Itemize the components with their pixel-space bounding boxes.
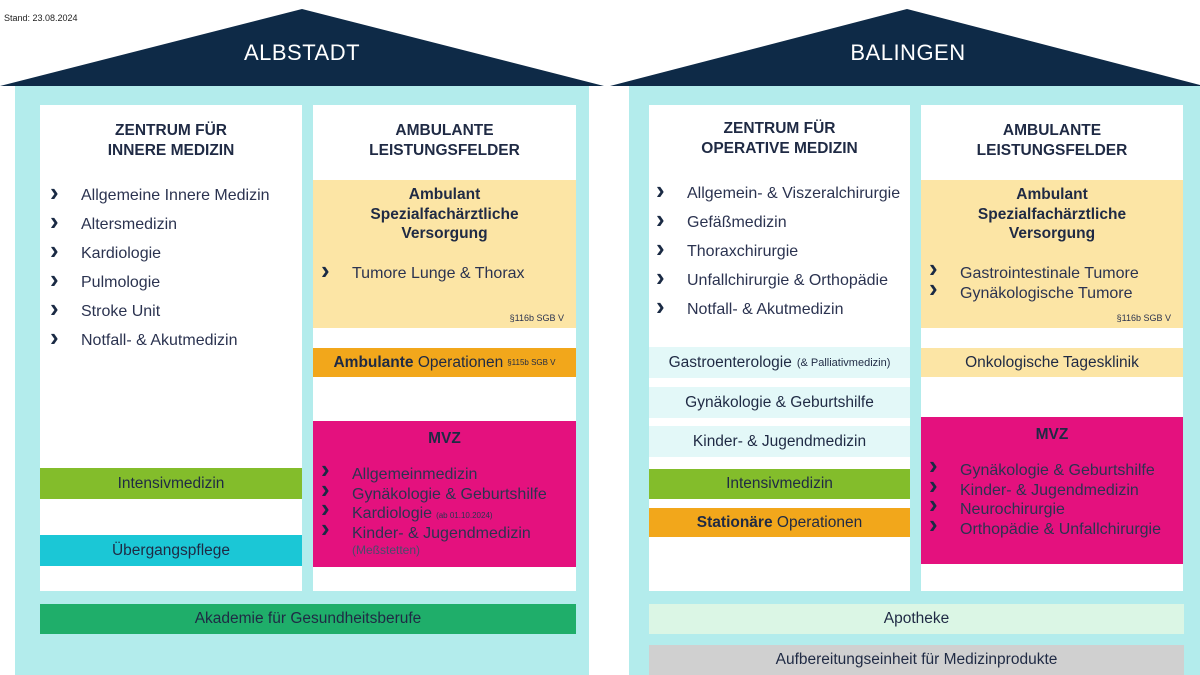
- balingen-asv-title-line3: Versorgung: [1008, 225, 1096, 242]
- albstadt-op-bold: Ambulante: [333, 353, 414, 371]
- albstadt-ambulante-title-line2: LEISTUNGSFELDER: [369, 142, 520, 159]
- balingen-onkologische-tagesklinik-band: Onkologische Tagesklinik: [921, 348, 1183, 377]
- albstadt-asv-title: [313, 185, 576, 244]
- balingen-aufbereitung-band: Aufbereitungseinheit für Medizinprodukte: [649, 645, 1184, 675]
- list-item: › Notfall- & Akutmedizin: [650, 300, 900, 329]
- albstadt-asv-note: §116b SGB V: [509, 313, 564, 323]
- balingen-stationaere-operationen-band: [649, 508, 910, 537]
- balingen-stat-rest: Operationen: [776, 513, 863, 531]
- balingen-gastro-band: [649, 347, 910, 378]
- list-item: › Kardiologie: [44, 244, 270, 273]
- albstadt-roof: [0, 0, 604, 86]
- albstadt-akademie-band: Akademie für Gesundheitsberufe: [40, 604, 576, 634]
- albstadt-intensivmedizin-band: Intensivmedizin: [40, 468, 302, 499]
- balingen-intensivmedizin-band: Intensivmedizin: [649, 469, 910, 499]
- balingen-ambulante-title-line2: LEISTUNGSFELDER: [976, 142, 1128, 159]
- balingen-ambulante-column: [921, 105, 1183, 591]
- albstadt-ambulante-column: [313, 105, 576, 591]
- list-item: › Kinder- & Jugendmedizin: [315, 524, 547, 544]
- list-item: › Thoraxchirurgie: [650, 242, 900, 271]
- balingen-asv-box: [921, 180, 1183, 328]
- albstadt-zentrum-title: [40, 121, 302, 161]
- balingen-title: BALINGEN: [850, 40, 966, 65]
- balingen-ambulante-title-line1: AMBULANTE: [1002, 122, 1102, 139]
- balingen-gyn-band: Gynäkologie & Geburtshilfe: [649, 387, 910, 418]
- list-item: › Gynäkologie & Geburtshilfe: [923, 461, 1161, 481]
- albstadt-op-note: §115b SGB V: [507, 358, 556, 367]
- albstadt-asv-title-line3: Versorgung: [401, 225, 488, 242]
- albstadt-ambulante-title-line1: AMBULANTE: [395, 122, 494, 139]
- list-item: › Allgemeinmedizin: [315, 465, 547, 485]
- albstadt-op-rest: Operationen: [417, 353, 504, 371]
- list-item: › Neurochirurgie: [923, 500, 1161, 520]
- list-item: › Gastrointestinale Tumore: [923, 264, 1139, 284]
- list-item: › Gynäkologische Tumore: [923, 284, 1139, 304]
- albstadt-asv-box: [313, 180, 576, 328]
- balingen-asv-title-line1: Ambulant: [1016, 186, 1088, 203]
- stand-date: Stand: 23.08.2024: [4, 13, 78, 23]
- balingen-stat-bold: Stationäre: [696, 513, 773, 531]
- list-item: › Notfall- & Akutmedizin: [44, 331, 270, 360]
- balingen-roof: [610, 0, 1200, 86]
- balingen-apotheke-band: Apotheke: [649, 604, 1184, 634]
- albstadt-ambulante-operationen-band: [313, 348, 576, 377]
- balingen-zentrum-title: [649, 119, 910, 159]
- balingen-ambulante-title: [921, 121, 1183, 161]
- list-item: › Gynäkologie & Geburtshilfe: [315, 485, 547, 505]
- balingen-gastro-note: (& Palliativmedizin): [796, 356, 891, 369]
- albstadt-mvz-list: [315, 465, 547, 543]
- balingen-asv-list: [923, 264, 1139, 303]
- list-item: › Pulmologie: [44, 273, 270, 302]
- albstadt-mvz-title: MVZ: [428, 430, 461, 447]
- list-item: › Allgemeine Innere Medizin: [44, 186, 270, 215]
- albstadt-mvz-box: [313, 421, 576, 567]
- albstadt-mvz-kardiologie: Kardiologie: [352, 505, 433, 522]
- albstadt-asv-list: [315, 264, 525, 293]
- balingen-zentrum-operative-column: [649, 105, 910, 591]
- balingen-asv-title: [921, 185, 1183, 244]
- balingen-kinder-band: Kinder- & Jugendmedizin: [649, 426, 910, 457]
- list-item: [315, 504, 547, 524]
- balingen-mvz-list: [923, 461, 1161, 539]
- albstadt-ambulante-title: [313, 121, 576, 161]
- balingen-operative-list: [650, 184, 900, 329]
- albstadt-mvz-kinder-sub: (Meßstetten): [352, 543, 421, 557]
- albstadt-uebergangspflege-band: Übergangspflege: [40, 535, 302, 566]
- albstadt-innere-list: [44, 186, 270, 360]
- list-item: › Allgemein- & Viszeralchirurgie: [650, 184, 900, 213]
- albstadt-asv-title-line1: Ambulant: [408, 186, 481, 203]
- list-item: › Orthopädie & Unfallchirurgie: [923, 520, 1161, 540]
- balingen-asv-title-line2: Spezialfachärztliche: [977, 205, 1127, 223]
- albstadt-mvz-kardiologie-note: (ab 01.10.2024): [436, 511, 493, 520]
- balingen-mvz-title: MVZ: [1035, 426, 1069, 443]
- list-item: › Gefäßmedizin: [650, 213, 900, 242]
- balingen-asv-note: §116b SGB V: [1116, 313, 1171, 323]
- list-item: › Unfallchirurgie & Orthopädie: [650, 271, 900, 300]
- balingen-zentrum-title-line2: OPERATIVE MEDIZIN: [701, 140, 858, 157]
- albstadt-asv-title-line2: Spezialfachärztliche: [370, 205, 519, 223]
- list-item: › Kinder- & Jugendmedizin: [923, 481, 1161, 501]
- balingen-mvz-box: [921, 417, 1183, 564]
- albstadt-title: ALBSTADT: [243, 40, 361, 65]
- balingen-zentrum-title-line1: ZENTRUM FÜR: [723, 120, 836, 137]
- list-item: › Tumore Lunge & Thorax: [315, 264, 525, 293]
- albstadt-zentrum-innere-column: [40, 105, 302, 591]
- list-item: › Altersmedizin: [44, 215, 270, 244]
- albstadt-zentrum-title-line2: INNERE MEDIZIN: [107, 142, 235, 159]
- albstadt-zentrum-title-line1: ZENTRUM FÜR: [115, 122, 227, 139]
- balingen-gastro-label: Gastroenterologie: [668, 353, 792, 371]
- list-item: › Stroke Unit: [44, 302, 270, 331]
